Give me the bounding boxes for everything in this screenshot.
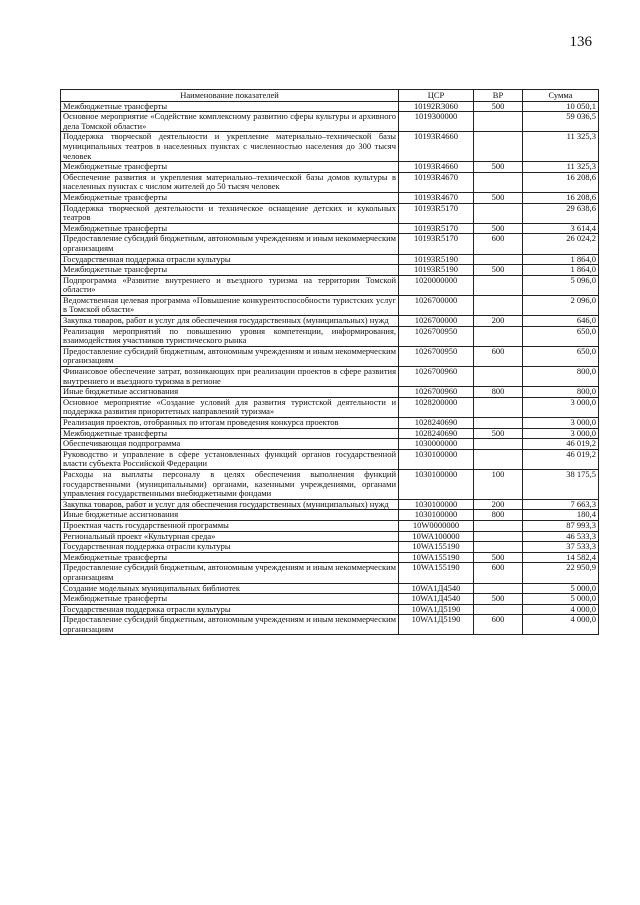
row-sum-cell: 87 993,3 xyxy=(523,520,599,531)
row-vr-cell: 800 xyxy=(474,510,523,521)
row-sum-cell: 5 096,0 xyxy=(523,275,599,295)
table-row xyxy=(61,542,599,553)
row-sum-cell: 4 000,0 xyxy=(523,615,599,635)
row-sum-cell: 46 533,3 xyxy=(523,531,599,542)
row-csr-cell: 10192R3060 xyxy=(399,101,474,112)
row-csr-cell: 1030000000 xyxy=(399,439,474,450)
row-name-cell: Обеспечение развития и укрепления материально–технической базы домов культуры в населенных пунктах с числом жителей до 50 тысяч человек xyxy=(61,172,399,192)
row-csr-cell: 10193R5170 xyxy=(399,223,474,234)
row-csr-cell: 10193R5170 xyxy=(399,203,474,223)
row-sum-cell: 5 000,0 xyxy=(523,594,599,605)
row-csr-cell: 1026700960 xyxy=(399,367,474,387)
row-name-cell: Основное мероприятие «Содействие комплексному развитию сферы культуры и архивного дела Томской области» xyxy=(61,112,399,132)
table-row xyxy=(61,594,599,605)
row-vr-cell xyxy=(474,418,523,429)
row-name-cell: Межбюджетные трансферты xyxy=(61,223,399,234)
row-csr-cell: 1028240690 xyxy=(399,428,474,439)
row-vr-cell xyxy=(474,520,523,531)
table-row xyxy=(61,439,599,450)
table-row xyxy=(61,449,599,469)
row-vr-cell: 600 xyxy=(474,234,523,254)
header-name: Наименование показателей xyxy=(61,90,399,102)
row-csr-cell: 10WA1Д4540 xyxy=(399,594,474,605)
row-vr-cell: 500 xyxy=(474,101,523,112)
row-vr-cell xyxy=(474,449,523,469)
row-name-cell: Предоставление субсидий бюджетным, автономным учреждениям и иным некоммерческим организациям xyxy=(61,234,399,254)
row-vr-cell: 500 xyxy=(474,552,523,563)
table-row xyxy=(61,172,599,192)
row-name-cell: Создание модельных муниципальных библиотек xyxy=(61,583,399,594)
row-csr-cell: 10WA155190 xyxy=(399,542,474,553)
row-vr-cell xyxy=(474,112,523,132)
row-name-cell: Проектная часть государственной программы xyxy=(61,520,399,531)
row-name-cell: Межбюджетные трансферты xyxy=(61,162,399,173)
table-row xyxy=(61,583,599,594)
table-row xyxy=(61,510,599,521)
row-vr-cell xyxy=(474,275,523,295)
header-csr: ЦСР xyxy=(399,90,474,102)
row-csr-cell: 1028240690 xyxy=(399,418,474,429)
row-csr-cell: 1026700960 xyxy=(399,387,474,398)
row-name-cell: Поддержка творческой деятельности и техническое оснащение детских и кукольных театров xyxy=(61,203,399,223)
row-sum-cell: 646,0 xyxy=(523,316,599,327)
row-csr-cell: 10193R5170 xyxy=(399,234,474,254)
row-csr-cell: 10WA1Д5190 xyxy=(399,604,474,615)
table-row xyxy=(61,387,599,398)
row-sum-cell: 3 000,0 xyxy=(523,397,599,417)
row-csr-cell: 1020000000 xyxy=(399,275,474,295)
row-vr-cell: 600 xyxy=(474,615,523,635)
row-sum-cell: 46 019,2 xyxy=(523,439,599,450)
row-name-cell: Обеспечивающая подпрограмма xyxy=(61,439,399,450)
row-csr-cell: 1030100000 xyxy=(399,510,474,521)
table-row xyxy=(61,101,599,112)
table-header-row xyxy=(61,90,599,102)
row-name-cell: Межбюджетные трансферты xyxy=(61,594,399,605)
row-vr-cell: 600 xyxy=(474,346,523,366)
row-sum-cell: 11 325,3 xyxy=(523,132,599,162)
row-sum-cell: 11 325,3 xyxy=(523,162,599,173)
row-vr-cell xyxy=(474,367,523,387)
row-csr-cell: 1030100000 xyxy=(399,449,474,469)
table-row xyxy=(61,604,599,615)
row-name-cell: Предоставление субсидий бюджетным, автономным учреждениям и иным некоммерческим организациям xyxy=(61,615,399,635)
row-name-cell: Предоставление субсидий бюджетным, автономным учреждениям и иным некоммерческим организациям xyxy=(61,563,399,583)
row-name-cell: Государственная поддержка отрасли культуры xyxy=(61,254,399,265)
table-row xyxy=(61,132,599,162)
table-row xyxy=(61,499,599,510)
row-vr-cell xyxy=(474,439,523,450)
row-name-cell: Предоставление субсидий бюджетным, автономным учреждениям и иным некоммерческим организациям xyxy=(61,346,399,366)
row-name-cell: Межбюджетные трансферты xyxy=(61,265,399,276)
row-name-cell: Реализация проектов, отобранных по итогам проведения конкурса проектов xyxy=(61,418,399,429)
row-sum-cell: 4 000,0 xyxy=(523,604,599,615)
row-csr-cell: 10WA155190 xyxy=(399,563,474,583)
row-vr-cell: 100 xyxy=(474,469,523,499)
row-name-cell: Поддержка творческой деятельности и укрепление материально–технической базы муниципальных театров в населенных пунктах с численностью населения до 300 тысяч человек xyxy=(61,132,399,162)
row-name-cell: Закупка товаров, работ и услуг для обеспечения государственных (муниципальных) нужд xyxy=(61,316,399,327)
row-csr-cell: 10WA1Д5190 xyxy=(399,615,474,635)
row-vr-cell xyxy=(474,542,523,553)
row-csr-cell: 10WA155190 xyxy=(399,552,474,563)
row-vr-cell xyxy=(474,531,523,542)
row-sum-cell: 3 000,0 xyxy=(523,428,599,439)
row-vr-cell: 500 xyxy=(474,162,523,173)
row-name-cell: Иные бюджетные ассигнования xyxy=(61,387,399,398)
row-vr-cell xyxy=(474,254,523,265)
row-sum-cell: 650,0 xyxy=(523,326,599,346)
row-csr-cell: 1030100000 xyxy=(399,469,474,499)
row-csr-cell: 10193R4660 xyxy=(399,132,474,162)
row-vr-cell: 200 xyxy=(474,316,523,327)
row-csr-cell: 10193R4670 xyxy=(399,172,474,192)
row-vr-cell: 500 xyxy=(474,223,523,234)
row-sum-cell: 16 208,6 xyxy=(523,192,599,203)
row-vr-cell: 500 xyxy=(474,192,523,203)
row-sum-cell: 2 096,0 xyxy=(523,295,599,315)
row-name-cell: Иные бюджетные ассигнования xyxy=(61,510,399,521)
table-row xyxy=(61,346,599,366)
table-row xyxy=(61,563,599,583)
row-sum-cell: 650,0 xyxy=(523,346,599,366)
table-row xyxy=(61,367,599,387)
row-name-cell: Государственная поддержка отрасли культуры xyxy=(61,542,399,553)
table-row xyxy=(61,469,599,499)
row-csr-cell: 1028200000 xyxy=(399,397,474,417)
row-vr-cell: 500 xyxy=(474,265,523,276)
row-sum-cell: 1 864,0 xyxy=(523,265,599,276)
row-sum-cell: 37 533,3 xyxy=(523,542,599,553)
row-csr-cell: 1026700950 xyxy=(399,326,474,346)
table-row xyxy=(61,428,599,439)
row-vr-cell: 500 xyxy=(474,428,523,439)
row-csr-cell: 1019300000 xyxy=(399,112,474,132)
row-vr-cell: 600 xyxy=(474,563,523,583)
row-sum-cell: 800,0 xyxy=(523,367,599,387)
table-row xyxy=(61,275,599,295)
row-csr-cell: 10W0000000 xyxy=(399,520,474,531)
row-sum-cell: 38 175,5 xyxy=(523,469,599,499)
row-csr-cell: 1030100000 xyxy=(399,499,474,510)
row-sum-cell: 22 950,9 xyxy=(523,563,599,583)
table-row xyxy=(61,112,599,132)
row-vr-cell: 200 xyxy=(474,499,523,510)
row-vr-cell: 500 xyxy=(474,594,523,605)
row-name-cell: Межбюджетные трансферты xyxy=(61,192,399,203)
row-sum-cell: 16 208,6 xyxy=(523,172,599,192)
row-vr-cell: 800 xyxy=(474,387,523,398)
row-name-cell: Межбюджетные трансферты xyxy=(61,101,399,112)
row-name-cell: Реализация мероприятий по повышению уровня компетенции, информирования, взаимодействия участников туристического рынка xyxy=(61,326,399,346)
table-row xyxy=(61,418,599,429)
row-name-cell: Руководство и управление в сфере установленных функций органов государственной власти субъекта Российской Федерации xyxy=(61,449,399,469)
row-csr-cell: 1026700000 xyxy=(399,295,474,315)
row-vr-cell xyxy=(474,203,523,223)
table-row xyxy=(61,265,599,276)
row-name-cell: Ведомственная целевая программа «Повышение конкурентоспособности туристских услуг в Томской области» xyxy=(61,295,399,315)
row-vr-cell xyxy=(474,172,523,192)
row-sum-cell: 180,4 xyxy=(523,510,599,521)
table-body xyxy=(61,101,599,635)
row-sum-cell: 3 000,0 xyxy=(523,418,599,429)
row-name-cell: Государственная поддержка отрасли культуры xyxy=(61,604,399,615)
row-sum-cell: 59 036,5 xyxy=(523,112,599,132)
row-sum-cell: 29 638,6 xyxy=(523,203,599,223)
row-sum-cell: 800,0 xyxy=(523,387,599,398)
row-name-cell: Межбюджетные трансферты xyxy=(61,428,399,439)
row-sum-cell: 1 864,0 xyxy=(523,254,599,265)
row-csr-cell: 1026700950 xyxy=(399,346,474,366)
row-vr-cell xyxy=(474,326,523,346)
row-csr-cell: 10193R4660 xyxy=(399,162,474,173)
row-name-cell: Подпрограмма «Развитие внутреннего и въездного туризма на территории Томской области» xyxy=(61,275,399,295)
table-row xyxy=(61,223,599,234)
row-name-cell: Региональный проект «Культурная среда» xyxy=(61,531,399,542)
row-name-cell: Основное мероприятие «Создание условий для развития туристской деятельности и поддержка развития приоритетных направлений туризма» xyxy=(61,397,399,417)
row-sum-cell: 26 024,2 xyxy=(523,234,599,254)
table-row xyxy=(61,203,599,223)
row-sum-cell: 5 000,0 xyxy=(523,583,599,594)
row-csr-cell: 1026700000 xyxy=(399,316,474,327)
row-vr-cell xyxy=(474,132,523,162)
row-name-cell: Финансовое обеспечение затрат, возникающих при реализации проектов в сфере развития внутреннего и въездного туризма в регионе xyxy=(61,367,399,387)
row-csr-cell: 10193R5190 xyxy=(399,265,474,276)
row-csr-cell: 10193R4670 xyxy=(399,192,474,203)
budget-table xyxy=(60,89,599,635)
table-row xyxy=(61,520,599,531)
table-row xyxy=(61,552,599,563)
row-name-cell: Закупка товаров, работ и услуг для обеспечения государственных (муниципальных) нужд xyxy=(61,499,399,510)
row-sum-cell: 7 663,3 xyxy=(523,499,599,510)
table-row xyxy=(61,295,599,315)
header-vr: ВР xyxy=(474,90,523,102)
header-sum: Сумма xyxy=(523,90,599,102)
table-row xyxy=(61,192,599,203)
table-row xyxy=(61,326,599,346)
row-sum-cell: 46 019,2 xyxy=(523,449,599,469)
row-sum-cell: 14 582,4 xyxy=(523,552,599,563)
row-csr-cell: 10WA1Д4540 xyxy=(399,583,474,594)
row-vr-cell xyxy=(474,583,523,594)
row-csr-cell: 10WA100000 xyxy=(399,531,474,542)
table-row xyxy=(61,615,599,635)
table-row xyxy=(61,162,599,173)
table-row xyxy=(61,316,599,327)
row-name-cell: Межбюджетные трансферты xyxy=(61,552,399,563)
row-csr-cell: 10193R5190 xyxy=(399,254,474,265)
row-vr-cell xyxy=(474,604,523,615)
table-row xyxy=(61,397,599,417)
row-vr-cell xyxy=(474,295,523,315)
table-row xyxy=(61,531,599,542)
row-name-cell: Расходы на выплаты персоналу в целях обеспечения выполнения функций государственными (муниципальными) органами, казенными учреждениями, органами управления государственными внебюджетными фондами xyxy=(61,469,399,499)
row-sum-cell: 3 614,4 xyxy=(523,223,599,234)
row-vr-cell xyxy=(474,397,523,417)
table-row xyxy=(61,234,599,254)
row-sum-cell: 10 050,1 xyxy=(523,101,599,112)
table-row xyxy=(61,254,599,265)
page-number: 136 xyxy=(569,34,592,50)
